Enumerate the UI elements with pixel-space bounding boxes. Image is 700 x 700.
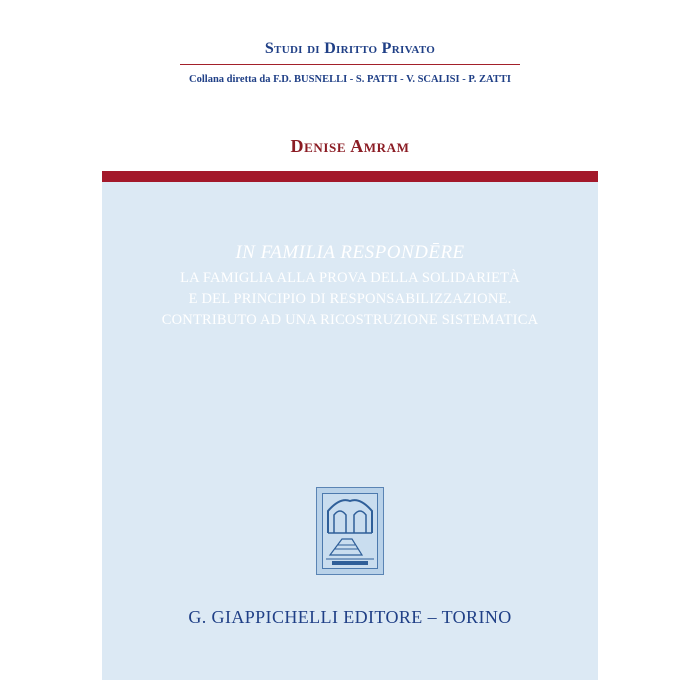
subtitle-line: CONTRIBUTO AD UNA RICOSTRUZIONE SISTEMATICA (161, 312, 539, 328)
book-subtitle (112, 268, 588, 331)
book-title: IN FAMILIA RESPONDĒRE (235, 242, 465, 263)
subtitle-line: E DEL PRINCIPIO DI RESPONSABILIZZAZIONE. (188, 291, 512, 307)
emblem-drawing (322, 493, 378, 569)
series-title: Studi di Diritto Privato (264, 40, 436, 57)
book-cover (102, 0, 598, 700)
publisher-emblem-icon (316, 487, 384, 575)
title-panel (102, 182, 598, 680)
series-editors: Collana diretta da F.D. BUSNELLI - S. PATTI - V. SCALISI - P. ZATTI (189, 74, 511, 85)
red-band (102, 171, 598, 182)
series-divider (180, 64, 520, 65)
subtitle-line: LA FAMIGLIA ALLA PROVA DELLA SOLIDARIETÀ (180, 270, 520, 286)
publisher-name: G. GIAPPICHELLI EDITORE – TORINO (188, 607, 512, 627)
author-name: Denise Amram (290, 136, 410, 156)
